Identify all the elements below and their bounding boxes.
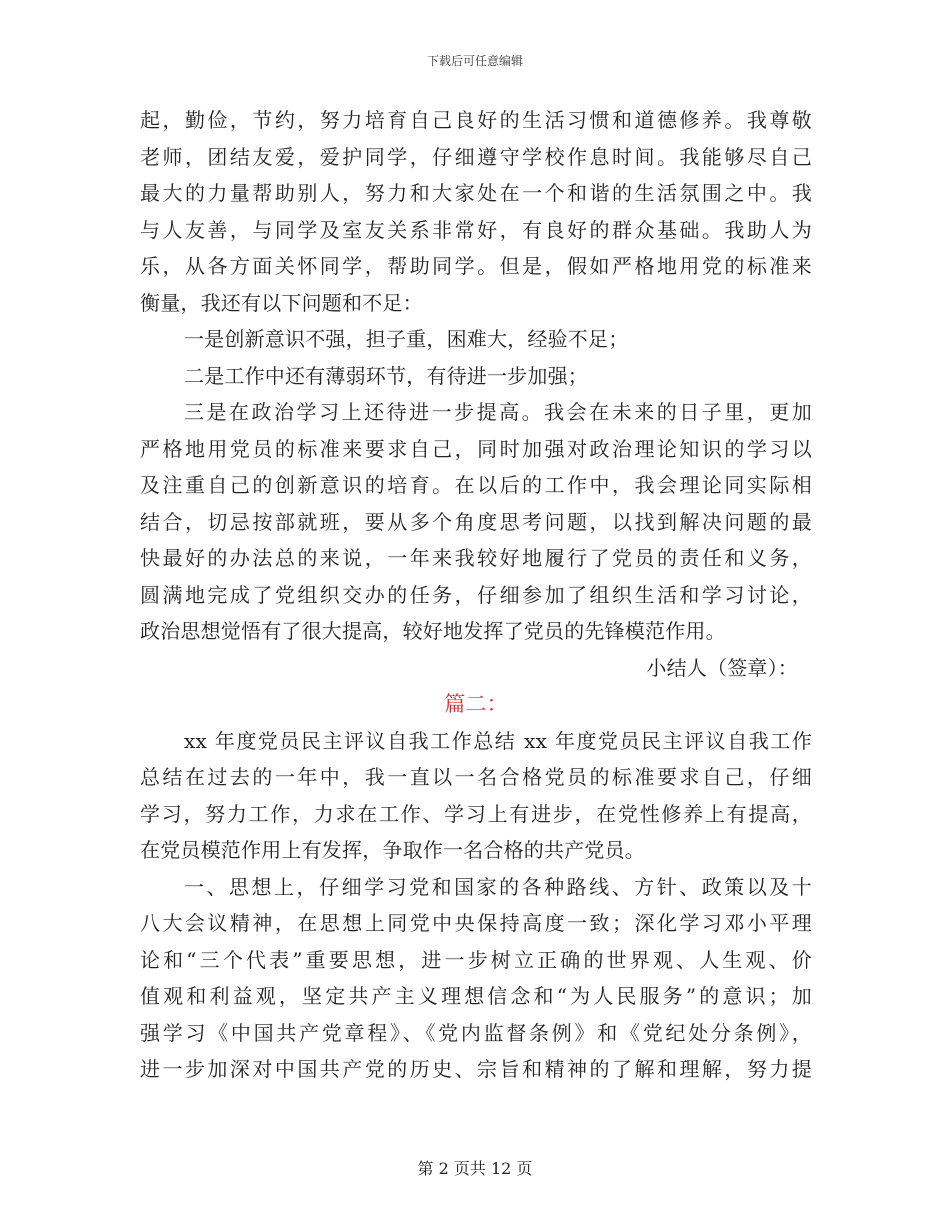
- paragraph-line: 论和“三个代表”重要思想，进一步树立正确的世界观、人生观、价: [140, 947, 812, 972]
- paragraph-line: 一、思想上，仔细学习党和国家的各种路线、方针、政策以及十: [184, 874, 812, 899]
- document-body: [140, 102, 812, 1088]
- paragraph-line: 及注重自己的创新意识的培育。在以后的工作中，我会理论同实际相: [140, 473, 812, 497]
- paragraph-line: 快最好的办法总的来说，一年来我较好地履行了党员的责任和义务，: [140, 546, 812, 570]
- paragraph-line: xx 年度党员民主评议自我工作总结 xx 年度党员民主评议自我工作: [184, 728, 812, 753]
- paragraph-line: 进一步加深对中国共产党的历史、宗旨和精神的了解和理解，努力提: [140, 1057, 812, 1081]
- paragraph-line: 老师，团结友爱，爱护同学，仔细遵守学校作息时间。我能够尽自己: [140, 144, 812, 169]
- signature-line: 小结人（签章）：: [646, 655, 798, 680]
- section-title: 篇二：: [444, 692, 508, 716]
- paragraph-line: 强学习《中国共产党章程》、《党内监督条例》和《党纪处分条例》，: [140, 1020, 812, 1045]
- paragraph-line: 结合，切忌按部就班，要从多个角度思考问题，以找到解决问题的最: [140, 509, 812, 534]
- paragraph-line: 乐，从各方面关怀同学，帮助同学。但是，假如严格地用党的标准来: [140, 254, 812, 278]
- paragraph-line: 一是创新意识不强，担子重，困难大，经验不足；: [184, 327, 629, 351]
- paragraph-line: 总结在过去的一年中，我一直以一名合格党员的标准要求自己，仔细: [140, 765, 812, 789]
- paragraph-line: 学习，努力工作，力求在工作、学习上有进步，在党性修养上有提高，: [140, 801, 812, 826]
- paragraph-line: 三是在政治学习上还待进一步提高。我会在未来的日子里，更加: [184, 400, 812, 424]
- page-number: 第 2 页共 12 页: [417, 1159, 533, 1178]
- paragraph-line: 二是工作中还有薄弱环节，有待进一步加强；: [184, 363, 588, 388]
- paragraph-line: 严格地用党员的标准来要求自己，同时加强对政治理论知识的学习以: [140, 436, 812, 461]
- page-header: 下载后可任意编辑: [426, 54, 523, 68]
- paragraph-line: 政治思想觉悟有了很大提高，较好地发挥了党员的先锋模范作用。: [140, 619, 726, 643]
- paragraph-line: 值观和利益观，坚定共产主义理想信念和“为人民服务”的意识；加: [140, 984, 812, 1008]
- paragraph-line: 最大的力量帮助别人，努力和大家处在一个和谐的生活氛围之中。我: [140, 181, 812, 205]
- paragraph-line: 在党员模范作用上有发挥，争取作一名合格的共产党员。: [140, 838, 645, 862]
- paragraph-line: 衡量，我还有以下问题和不足：: [140, 290, 423, 315]
- paragraph-line: 起，勤俭，节约，努力培育自己良好的生活习惯和道德修养。我尊敬: [140, 108, 812, 132]
- paragraph-line: 圆满地完成了党组织交办的任务，仔细参加了组织生活和学习讨论，: [140, 582, 812, 607]
- paragraph-line: 与人友善，与同学及室友关系非常好，有良好的群众基础。我助人为: [140, 217, 812, 242]
- paragraph-line: 八大会议精神，在思想上同党中央保持高度一致；深化学习邓小平理: [140, 911, 812, 935]
